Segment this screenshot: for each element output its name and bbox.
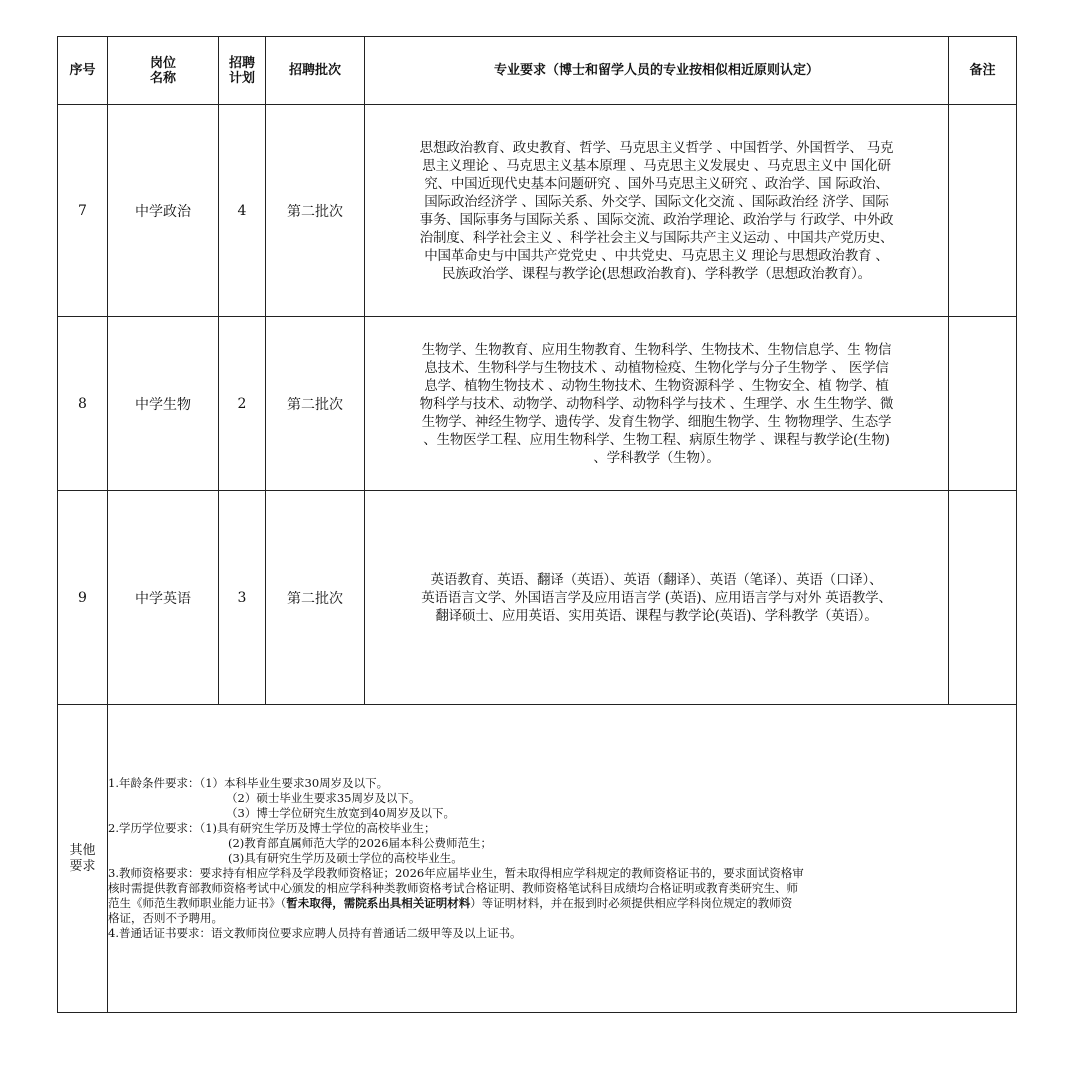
major-line: 事务、国际事务与国际关系 、国际交流、政治学理论、政治学与 行政学、中外政 [419, 211, 894, 228]
major-line: 息学、植物生物技术 、动物生物技术、生物资源科学 、生物安全、植 物学、植 [424, 377, 889, 394]
row-position: 中学政治 [108, 105, 219, 317]
row-batch: 第二批次 [266, 491, 365, 705]
teacher-qualification-line [108, 896, 1016, 911]
header-batch: 招聘批次 [266, 37, 365, 105]
education-requirement-item: (3)具有研究生学历及硕士学位的高校毕业生。 [228, 851, 463, 865]
row-plan: 3 [219, 491, 266, 705]
major-line: 思主义理论 、马克思主义基本原理 、马克思主义发展史 、马克思主义中 国化研 [422, 157, 891, 174]
other-label-line2: 要求 [69, 858, 96, 874]
table-row [58, 491, 1017, 705]
major-line: 国际政治经济学 、国际关系、外交学、国际文化交流 、国际政治经 济学、国际 [424, 193, 889, 210]
age-requirement: 1.年龄条件要求：（1）本科毕业生要求30周岁及以下。 [108, 776, 389, 790]
row-batch: 第二批次 [266, 317, 365, 491]
row-major-requirements [365, 105, 949, 317]
header-seq: 序号 [58, 37, 108, 105]
teacher-qualification-text: ）等证明材料，并在报到时必须提供相应学科岗位规定的教师资 [470, 896, 793, 910]
table-row [58, 105, 1017, 317]
header-note: 备注 [949, 37, 1017, 105]
age-requirement-item: （2）硕士毕业生要求35周岁及以下。 [226, 791, 421, 805]
teacher-qualification-line: 3.教师资格要求：要求持有相应学科及学段教师资格证；2026年应届毕业生，暂未取得相应学科规定的教师资格证书的，要求面试资格审 [108, 866, 804, 880]
header-major: 专业要求（博士和留学人员的专业按相似相近原则认定） [365, 37, 949, 105]
education-requirement-item: (2)教育部直属师范大学的2026届本科公费师范生； [228, 836, 493, 850]
major-line: 英语语言文学、外国语言学及应用语言学 (英语)、应用语言学与对外 英语教学、 [421, 589, 892, 606]
row-note [949, 317, 1017, 491]
row-seq: 7 [58, 105, 108, 317]
other-label-line1: 其他 [69, 842, 96, 858]
header-plan-line2: 计划 [228, 70, 255, 86]
header-position-line1: 岗位 [149, 55, 176, 71]
row-seq: 8 [58, 317, 108, 491]
row-plan: 2 [219, 317, 266, 491]
major-line: 思想政治教育、政史教育、哲学、马克思主义哲学 、中国哲学、外国哲学、 马克 [419, 139, 894, 156]
header-plan-line1: 招聘 [228, 55, 255, 71]
teacher-qualification-line: 核时需提供教育部教师资格考试中心颁发的相应学科种类教师资格考试合格证明、教师资格笔试科目成绩均合格证明或教育类研究生、师 [108, 881, 798, 895]
major-line: 生物学、生物教育、应用生物教育、生物科学、生物技术、生物信息学、生 物信 [421, 341, 892, 358]
major-line: 究、中国近现代史基本问题研究 、国外马克思主义研究 、政治学、国 际政治、 [424, 175, 889, 192]
row-major-requirements [365, 491, 949, 705]
major-line: 英语教育、英语、翻译（英语）、英语（翻译）、英语（笔译）、英语（口译）、 [430, 571, 883, 588]
recruitment-table [57, 36, 1017, 1013]
header-position-line2: 名称 [149, 70, 176, 86]
major-line: 生物学、神经生物学、遗传学、发育生物学、细胞生物学、生 物物理学、生态学 [421, 413, 892, 430]
row-major-requirements [365, 317, 949, 491]
major-line: 、生物医学工程、应用生物科学、生物工程、病原生物学 、课程与教学论(生物) [423, 431, 890, 448]
row-seq: 9 [58, 491, 108, 705]
row-plan: 4 [219, 105, 266, 317]
teacher-qualification-bold-note: 暂未取得，需院系出具相关证明材料 [286, 896, 471, 910]
other-requirements-label [58, 705, 108, 1013]
row-position: 中学生物 [108, 317, 219, 491]
major-line: 翻译硕士、应用英语、实用英语、课程与教学论(英语)、学科教学（英语）。 [435, 607, 878, 624]
education-requirement: 2.学历学位要求：（1)具有研究生学历及博士学位的高校毕业生； [108, 821, 436, 835]
major-line: 民族政治学、课程与教学论(思想政治教育)、学科教学（思想政治教育）。 [442, 265, 871, 282]
table-header-row [58, 37, 1017, 105]
age-requirement-item: （3）博士学位研究生放宽到40周岁及以下。 [226, 806, 455, 820]
major-line: 治制度、科学社会主义 、科学社会主义与国际共产主义运动 、中国共产党历史、 [419, 229, 894, 246]
header-position [108, 37, 219, 105]
header-plan [219, 37, 266, 105]
table-row [58, 317, 1017, 491]
row-note [949, 105, 1017, 317]
major-line: 中国革命史与中国共产党党史 、中共党史、马克思主义 理论与思想政治教育 、 [424, 247, 889, 264]
major-line: 息技术、生物科学与生物技术 、动植物检疫、生物化学与分子生物学 、 医学信 [424, 359, 889, 376]
major-line: 物科学与技术、动物学、动物科学、动物科学与技术 、生理学、水 生生物学、微 [419, 395, 894, 412]
row-batch: 第二批次 [266, 105, 365, 317]
teacher-qualification-line: 格证，否则不予聘用。 [108, 911, 223, 925]
row-note [949, 491, 1017, 705]
other-requirements-row [58, 705, 1017, 1013]
mandarin-requirement: 4.普通话证书要求：语文教师岗位要求应聘人员持有普通话二级甲等及以上证书。 [108, 926, 522, 940]
row-position: 中学英语 [108, 491, 219, 705]
teacher-qualification-text: 范生《师范生教师职业能力证书》（ [108, 896, 287, 910]
major-line: 、学科教学（生物）。 [593, 449, 720, 466]
other-requirements-content [108, 705, 1017, 1013]
